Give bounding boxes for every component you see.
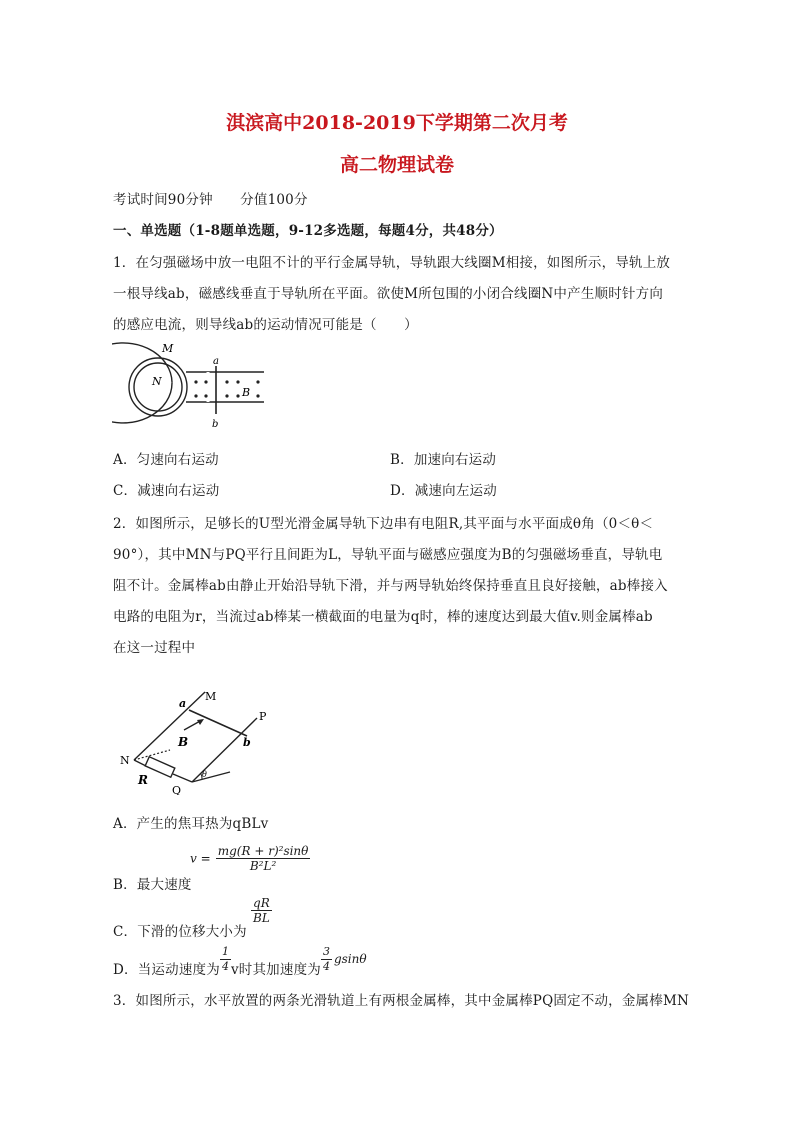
q2-option-d-fraction2-den: 4 bbox=[322, 959, 330, 973]
q1-line2: 一根导线ab，磁感线垂直于导轨所在平面。欲使M所包围的小闭合线圈N中产生顺时针方向 bbox=[113, 286, 664, 302]
q1-figure bbox=[112, 338, 272, 430]
q1-label-n: N bbox=[152, 375, 162, 388]
q2-option-d-label: D．当运动速度为 bbox=[113, 962, 220, 978]
q2-option-d-tail: gsinθ bbox=[333, 952, 367, 966]
q2-option-d-fraction1-num: 1 bbox=[221, 944, 229, 958]
q1-option-d[interactable]: D．减速向左运动 bbox=[390, 483, 497, 499]
q2-line2: 90°），其中MN与PQ平行且间距为L，导轨平面与磁感应强度为B的匀强磁场垂直，导轨电 bbox=[113, 547, 663, 563]
q2-line5: 在这一过程中 bbox=[113, 640, 196, 656]
q2-option-d-mid: v时其加速度为 bbox=[230, 962, 321, 978]
q2-option-c[interactable]: C．下滑的位移大小为 bbox=[113, 924, 247, 940]
q2-option-d-fraction2 bbox=[321, 945, 332, 974]
q3-line1: 3．如图所示，水平放置的两条光滑轨道上有两根金属棒，其中金属棒PQ固定不动，金属棒MN bbox=[113, 993, 689, 1009]
q2-label-theta: θ bbox=[202, 770, 207, 779]
q2-resistor bbox=[145, 757, 175, 778]
q2-option-d[interactable] bbox=[113, 940, 367, 978]
q2-label-q: Q bbox=[172, 784, 182, 795]
q1-label-b: b bbox=[212, 419, 219, 430]
q2-option-b-denominator: B²L² bbox=[249, 859, 277, 873]
q2-option-b-fraction bbox=[216, 844, 311, 873]
exam-subtitle: 高二物理试卷 bbox=[339, 154, 454, 176]
q2-option-c-formula bbox=[251, 896, 272, 925]
q2-option-d-fraction1 bbox=[220, 945, 231, 974]
q1-option-c[interactable]: C．减速向右运动 bbox=[113, 483, 220, 499]
q2-label-r: R bbox=[138, 773, 148, 787]
q2-option-c-fraction bbox=[251, 896, 272, 925]
q1-option-b[interactable]: B．加速向右运动 bbox=[390, 452, 497, 468]
q1-label-a: a bbox=[213, 356, 219, 367]
q1-line1: 1．在匀强磁场中放一电阻不计的平行金属导轨，导轨跟大线圈M相接，如图所示，导轨上放 bbox=[113, 255, 671, 271]
q2-option-a[interactable]: A．产生的焦耳热为qBLv bbox=[113, 816, 269, 832]
q2-option-d-fraction1-den: 4 bbox=[221, 959, 229, 973]
section-heading: 一、单选题（1-8题单选题，9-12多选题，每题4分，共48分） bbox=[113, 223, 503, 239]
q2-line1: 2．如图所示，足够长的U型光滑金属导轨下边串有电阻R,其平面与水平面成θ角（0＜θ＜ bbox=[113, 516, 654, 532]
q2-option-b[interactable]: B．最大速度 bbox=[113, 877, 192, 893]
q2-line4: 电路的电阻为r，当流过ab棒某一横截面的电量为q时，棒的速度达到最大值v.则金属棒ab bbox=[113, 609, 653, 625]
q1-label-m: M bbox=[162, 342, 174, 355]
q2-option-c-denominator: BL bbox=[253, 911, 270, 925]
q2-option-b-numerator: mg(R + r)²sinθ bbox=[217, 844, 309, 858]
q2-label-a: a bbox=[179, 697, 187, 710]
q2-label-n: N bbox=[120, 754, 130, 767]
q1-option-a[interactable]: A．匀速向右运动 bbox=[113, 452, 219, 468]
q2-option-d-fraction2-num: 3 bbox=[322, 944, 330, 958]
q1-label-field: B bbox=[242, 386, 251, 399]
q2-figure bbox=[112, 680, 282, 795]
q2-option-b-formula bbox=[190, 844, 310, 873]
q1-line3: 的感应电流，则导线ab的运动情况可能是（ ） bbox=[113, 317, 418, 333]
q2-label-field: B bbox=[178, 735, 189, 749]
q2-line3: 阻不计。金属棒ab由静止开始沿导轨下滑，并与两导轨始终保持垂直且良好接触，ab棒接入 bbox=[113, 578, 668, 594]
q2-option-c-numerator: qR bbox=[251, 896, 272, 911]
q2-label-m: M bbox=[205, 690, 217, 703]
q2-label-p: P bbox=[259, 710, 267, 723]
q2-option-b-lhs: v = bbox=[190, 851, 211, 866]
q2-label-b: b bbox=[243, 736, 251, 749]
exam-title: 淇滨高中2018-2019下学期第二次月考 bbox=[226, 112, 568, 134]
exam-info: 考试时间90分钟 分值100分 bbox=[113, 192, 308, 208]
